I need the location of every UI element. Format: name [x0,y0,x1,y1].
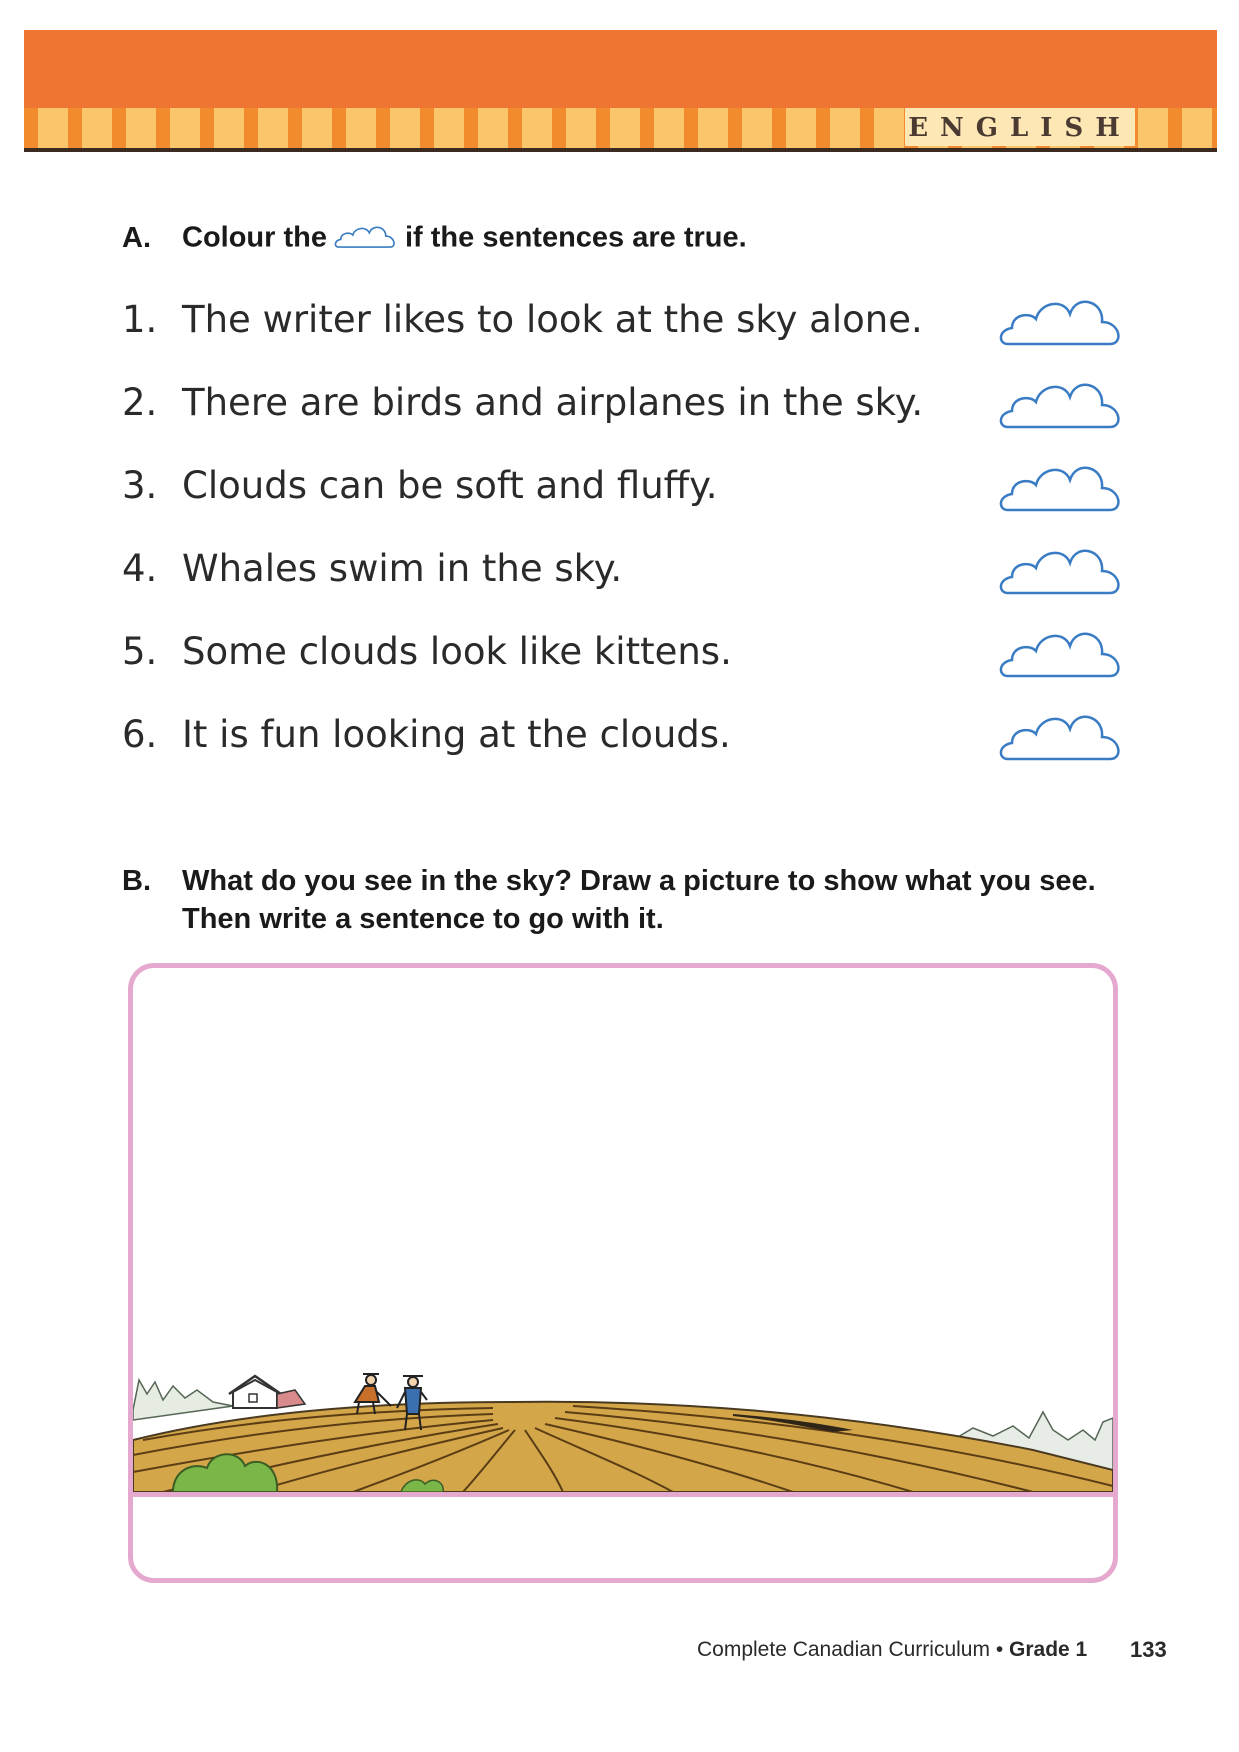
list-item [122,378,923,428]
list-item [122,710,731,760]
item-number: 5. [122,630,158,673]
footer-separator: • [995,1638,1004,1661]
item-number: 4. [122,547,158,590]
cloud-icon [998,618,1128,684]
book-name: Complete Canadian Curriculum [697,1638,990,1661]
answer-cloud-4[interactable] [998,535,1128,601]
header-rule [24,148,1217,152]
item-text: Clouds can be soft and fluffy. [182,464,718,507]
page-number: 133 [1130,1637,1167,1662]
cloud-icon [998,286,1128,352]
instruction-before: Colour the [182,221,327,254]
subject-label: ENGLISH [908,113,1132,143]
list-item [122,295,923,345]
section-b-line1: What do you see in the sky? Draw a picture to show what you see. [182,865,1096,897]
instruction-after: if the sentences are true. [405,221,747,254]
item-text: There are birds and airplanes in the sky. [182,381,924,424]
cloud-icon [998,369,1128,435]
item-text: The writer likes to look at the sky alone. [182,298,923,341]
cloud-icon [333,218,399,260]
header-banner [24,30,1217,108]
section-b-line2: Then write a sentence to go with it. [182,903,664,935]
section-b-letter: B. [122,865,151,897]
writing-line-divider [133,1492,1113,1497]
item-number: 2. [122,381,158,424]
cloud-icon [998,452,1128,518]
grade-label: Grade 1 [1009,1638,1088,1661]
section-a-instruction [122,218,747,260]
item-text: It is fun looking at the clouds. [182,713,731,756]
item-number: 1. [122,298,158,341]
item-text: Some clouds look like kittens. [182,630,732,673]
cloud-icon [998,701,1128,767]
section-b-instruction [122,862,1096,938]
answer-cloud-3[interactable] [998,452,1128,518]
item-number: 6. [122,713,158,756]
answer-cloud-1[interactable] [998,286,1128,352]
cloud-icon [998,535,1128,601]
list-item [122,544,622,594]
footer-book-title [697,1638,1087,1662]
answer-cloud-2[interactable] [998,369,1128,435]
list-item [122,461,718,511]
answer-cloud-5[interactable] [998,618,1128,684]
section-a-letter: A. [122,221,151,254]
item-text: Whales swim in the sky. [182,547,623,590]
answer-cloud-6[interactable] [998,701,1128,767]
item-number: 3. [122,464,158,507]
list-item [122,627,732,677]
farm-field-illustration [133,1290,1113,1495]
